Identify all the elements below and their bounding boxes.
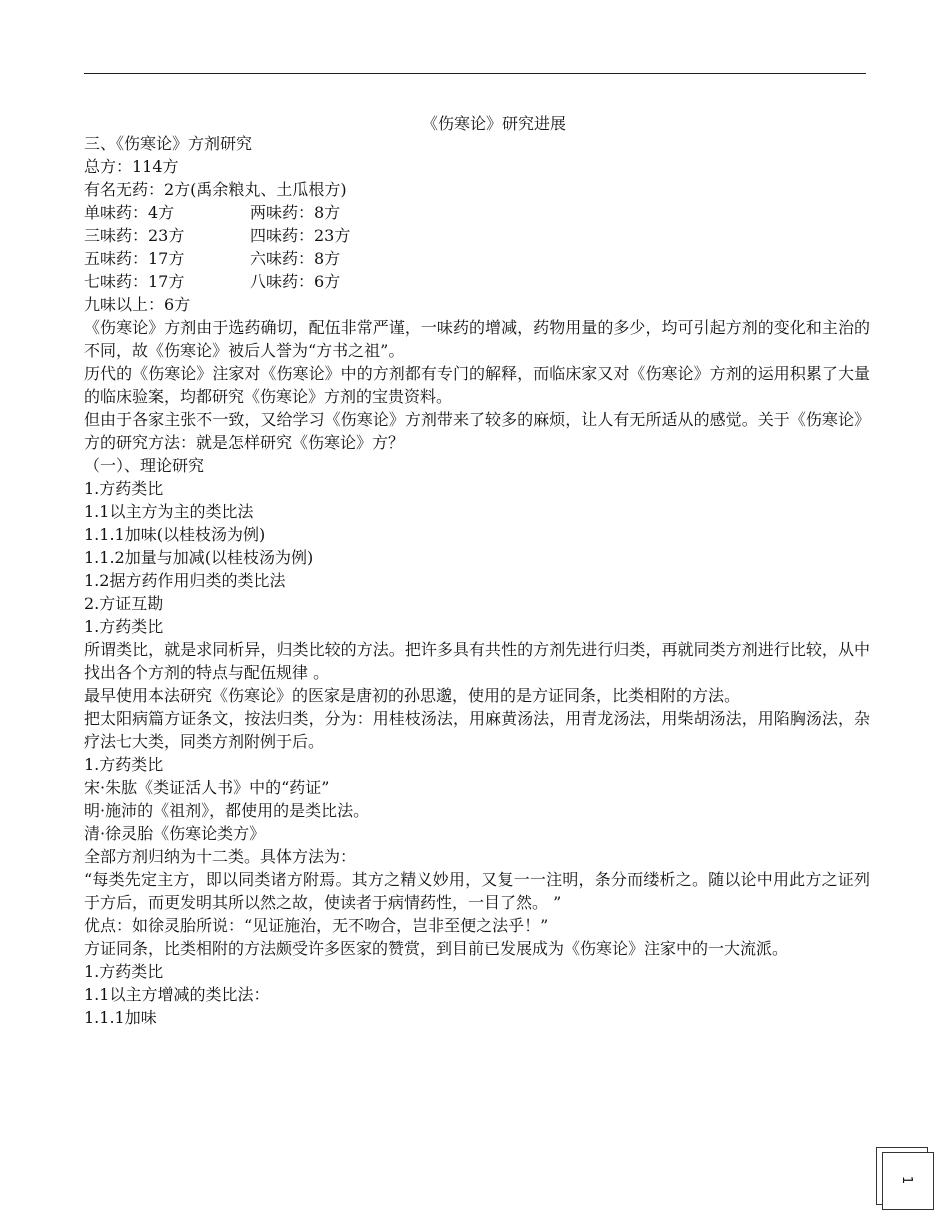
header-rule (84, 73, 866, 74)
outline-item: 1.方药类比 (84, 962, 164, 981)
herb-count-cell: 六味药：8方 (250, 249, 341, 268)
document-title: 《伤寒论》研究进展 (421, 114, 566, 133)
herb-count-cell: 五味药：17方 (84, 249, 185, 268)
paragraph: 但由于各家主张不一致，又给学习《伤寒论》方剂带来了较多的麻烦，让人有无所适从的感觉。关于《伤寒论》方的研究方法：就是怎样研究《伤寒论》方？ (84, 410, 870, 452)
herb-count-cell: 两味药：8方 (250, 203, 341, 222)
herb-count-table (84, 201, 870, 293)
paragraph: 历代的《伤寒论》注家对《伤寒论》中的方剂都有专门的解释，而临床家又对《伤寒论》方剂的运用积累了大量的临床验案，均都研究《伤寒论》方剂的宝贵资料。 (84, 364, 870, 406)
page-number-box (876, 1147, 936, 1209)
quotation-paragraph: “每类先定主方，即以同类诸方附焉。其方之精义妙用，又复一一注明，条分而缕析之。随以论中用此方之证列于方后，而更发明其所以然之故，使读者于病情药性，一目了然。 ” (84, 870, 870, 912)
paragraph: 《伤寒论》方剂由于选药确切，配伍非常严谨，一味药的增减，药物用量的多少，均可引起方剂的变化和主治的不同，故《伤寒论》被后人誉为“方书之祖”。 (84, 318, 870, 360)
paragraph: 方证同条，比类相附的方法颇受许多医家的赞赏，到目前已发展成为《伤寒论》注家中的一大流派。 (84, 939, 789, 958)
document-body (84, 132, 870, 1029)
outline-item: 1.1.2加量与加减(以桂枝汤为例) (84, 548, 314, 567)
total-formulas: 总方：114方 (84, 157, 179, 176)
herb-count-cell: 八味药：6方 (250, 272, 341, 291)
herb-count-cell: 四味药：23方 (250, 226, 351, 245)
herb-count-cell: 单味药：4方 (84, 203, 175, 222)
outline-item: 2.方证互勘 (84, 594, 164, 613)
outline-item: 1.1以主方增减的类比法： (84, 985, 270, 1004)
paragraph: 最早使用本法研究《伤寒论》的医家是唐初的孙思邈，使用的是方证同条，比类相附的方法。 (84, 686, 741, 705)
outline-item: 1.方药类比 (84, 617, 164, 636)
herb-count-cell: 七味药：17方 (84, 272, 185, 291)
outline-item: 1.1.1加味(以桂枝汤为例) (84, 525, 266, 544)
text-line: 清·徐灵胎《伤寒论类方》 (84, 824, 266, 843)
herb-count-row (84, 224, 870, 247)
page-number: 1 (899, 1175, 915, 1185)
outline-heading: （一）、理论研究 (84, 456, 205, 475)
outline-item: 1.1以主方为主的类比法 (84, 502, 254, 521)
outline-item: 1.1.1加味 (84, 1008, 157, 1027)
herb-count-cell: 三味药：23方 (84, 226, 185, 245)
herb-count-row (84, 247, 870, 270)
outline-item: 1.2据方药作用归类的类比法 (84, 571, 286, 590)
named-without-herbs: 有名无药：2方(禹余粮丸、土瓜根方) (84, 180, 347, 199)
paragraph: 所谓类比，就是求同析异，归类比较的方法。把许多具有共性的方剂先进行归类，再就同类方剂进行比较，从中找出各个方剂的特点与配伍规律 。 (84, 640, 870, 682)
herb-count-row (84, 270, 870, 293)
text-line: 全部方剂归纳为十二类。具体方法为： (84, 847, 357, 866)
outline-item: 1.方药类比 (84, 755, 164, 774)
section-heading: 三、《伤寒论》方剂研究 (84, 134, 253, 153)
paragraph: 优点：如徐灵胎所说：“见证施治，无不吻合，岂非至便之法乎！” (84, 916, 549, 935)
nine-plus-herbs: 九味以上：6方 (84, 295, 191, 314)
text-line: 宋·朱肱《类证活人书》中的“药证” (84, 778, 330, 797)
text-line: 明·施沛的《祖剂》，都使用的是类比法。 (84, 801, 370, 820)
outline-item: 1.方药类比 (84, 479, 164, 498)
paragraph: 把太阳病篇方证条文，按法归类，分为：用桂枝汤法，用麻黄汤法，用青龙汤法，用柴胡汤法，用陷胸汤法，杂疗法七大类，同类方剂附例于后。 (84, 709, 870, 751)
herb-count-row (84, 201, 870, 224)
